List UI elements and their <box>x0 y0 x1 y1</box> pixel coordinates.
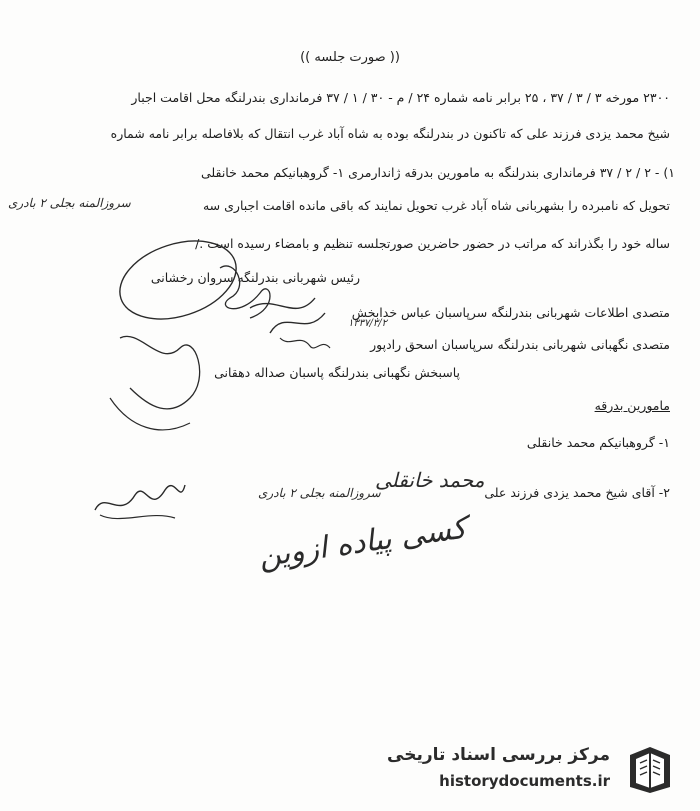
signatory-guard: متصدی نگهبانی شهربانی بندرلنگه سرپاسبان اسحق رادپور <box>370 337 670 352</box>
footer-title: مرکز بررسی اسناد تاریخی <box>387 745 610 765</box>
document-line-5: ساله خود را بگذراند که مراتب در حضور حاضرین صورتجلسه تنظیم و بامضاء رسیده است ./ <box>195 236 670 251</box>
document-line-3: ۱) - ۲ / ۲ / ۳۷ فرمانداری بندرلنگه به مامورین بدرقه ژاندارمری ۱- گروهبانیکم محمد خانقلی <box>200 165 675 180</box>
document-line-1: ۲۳۰۰ مورخه ۳ / ۳ / ۳۷ ، ۲۵ برابر نامه شماره ۲۴ / م - ۳۰ / ۱ / ۳۷ فرمانداری بندرلنگه محل اقامت اجبار <box>131 90 670 105</box>
footer-url: historydocuments.ir <box>439 772 610 790</box>
signature-left-scribble <box>90 470 190 530</box>
document-line-2: شیخ محمد یزدی فرزند علی که تاکنون در بندرلنگه بوده به شاه آباد غرب انتقال که بلافاصله برابر نامه شماره <box>110 126 670 141</box>
handwritten-note-line4: سروزالمنه بجلی ۲ بادری <box>8 196 131 210</box>
signatory-chief: رئیس شهربانی بندرلنگه سروان رخشانی <box>150 270 360 285</box>
document-line-4: تحویل که نامبرده را بشهربانی شاه آباد غرب تحویل نمایند که باقی مانده اقامت اجباری سه <box>202 198 670 213</box>
escort-item-2: ۲- آقای شیخ محمد یزدی فرزند علی <box>484 485 670 500</box>
signatory-patrol: پاسبخش نگهبانی بندرلنگه پاسبان صداله دهقانی <box>214 365 460 380</box>
handwritten-bottom-note: کسی پیاده ازوین <box>256 510 469 575</box>
handwritten-date: ۱۳۳۷/۳/۲ <box>348 318 387 329</box>
handwritten-signature-khanqoli: محمد خانقلی <box>375 468 485 492</box>
escort-heading: مامورین بدرقه <box>594 398 670 413</box>
footer-watermark <box>387 739 680 797</box>
handwritten-note-item2: سروزالمنه بجلی ۲ بادری <box>258 486 381 500</box>
escort-item-1: ۱- گروهبانیکم محمد خانقلی <box>526 435 670 450</box>
signatory-intelligence: متصدی اطلاعات شهربانی بندرلنگه سرپاسبان عباس خدابخش <box>351 305 670 320</box>
book-logo-icon <box>622 741 678 797</box>
document-title: (( صورت جلسه )) <box>300 50 400 65</box>
signature-scribbles-group <box>100 238 360 438</box>
